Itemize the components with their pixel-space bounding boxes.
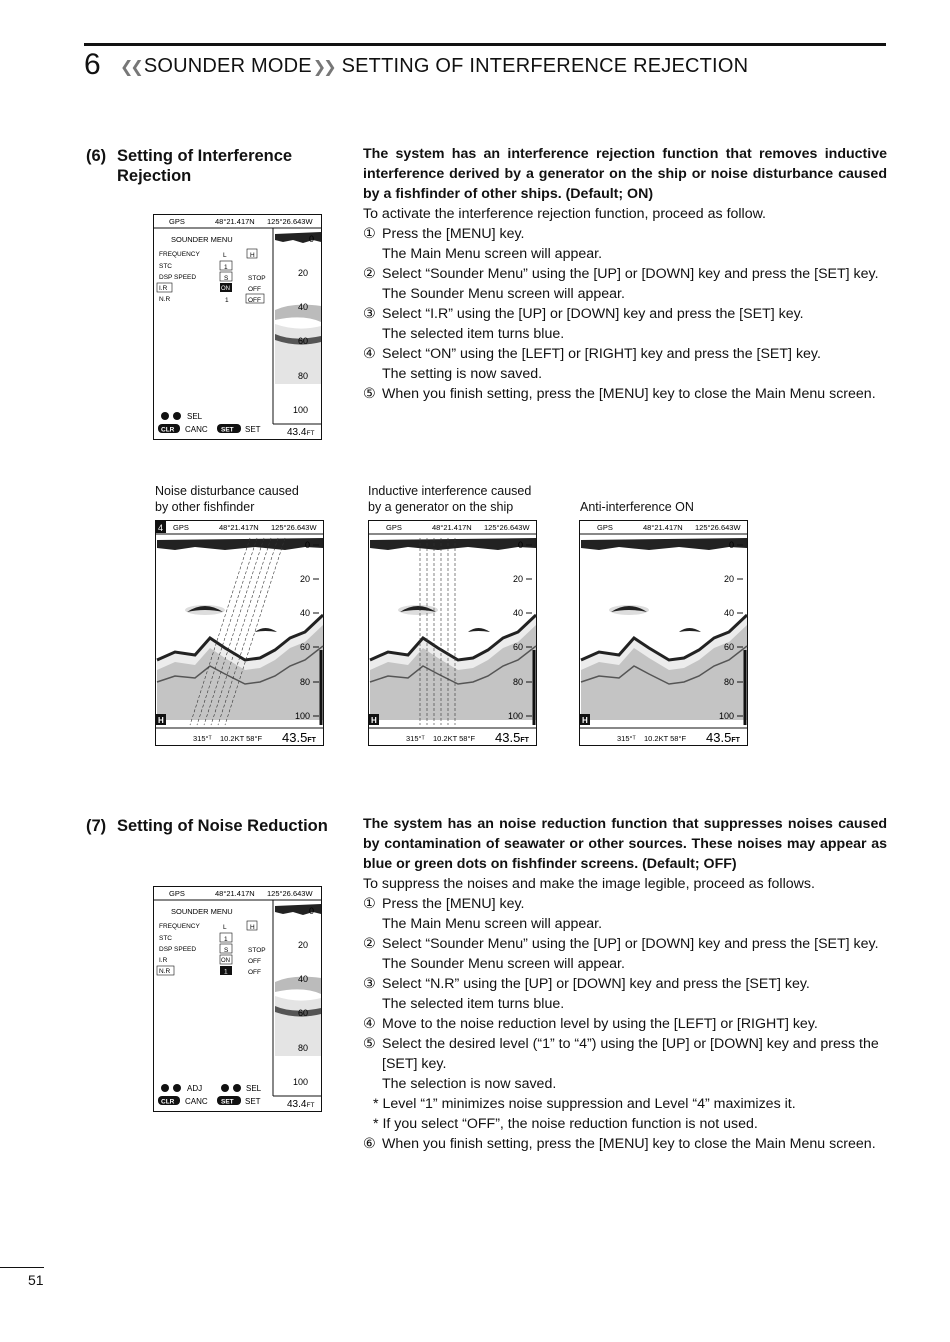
svg-text:OFF: OFF bbox=[248, 969, 261, 976]
screen-lon: 125°26.643W bbox=[267, 889, 313, 898]
svg-text:ON: ON bbox=[221, 286, 230, 292]
page-number: 51 bbox=[28, 1272, 44, 1288]
depth-readout: 43.4FT bbox=[287, 1099, 315, 1110]
menu-title: SOUNDER MENU bbox=[171, 235, 233, 244]
depth-readout: 43.5FT bbox=[495, 730, 529, 745]
hint-set: SET bbox=[245, 1097, 261, 1106]
depth-scale-100: 100 bbox=[507, 711, 523, 721]
chapter-title bbox=[120, 53, 748, 81]
example-screen-inductive-interference bbox=[368, 520, 537, 746]
example3-caption: Anti-interference ON bbox=[580, 500, 694, 514]
h-badge: H bbox=[582, 716, 588, 725]
hint-set: SET bbox=[245, 425, 261, 434]
depth-scale-100: 100 bbox=[294, 711, 310, 721]
section7-step-0: ① Press the [MENU] key. bbox=[363, 896, 525, 912]
depth-scale-100: 100 bbox=[292, 1077, 308, 1087]
section6-title-line2: Rejection bbox=[117, 167, 192, 185]
speed-temp-readout: 10.2KT 58°F bbox=[433, 734, 476, 743]
screen-gps-label: GPS bbox=[169, 889, 185, 898]
section7-step-6: ④ Move to the noise reduction level by using the [LEFT] or [RIGHT] key. bbox=[363, 1016, 818, 1032]
left-arrow-icon bbox=[161, 412, 169, 420]
section7-step-8: The selection is now saved. bbox=[382, 1076, 557, 1092]
menu-row-nr: N.R bbox=[159, 296, 171, 303]
depth-scale-80: 80 bbox=[299, 677, 310, 687]
svg-text:L: L bbox=[223, 924, 227, 931]
svg-text:ON: ON bbox=[221, 958, 230, 964]
h-badge: H bbox=[371, 716, 377, 725]
menu-row-dsp-speed: DSP SPEED bbox=[159, 946, 197, 953]
section6-step-8: ⑤ When you finish setting, press the [MENU] key to close the Main Menu screen. bbox=[363, 386, 876, 402]
depth-scale-60: 60 bbox=[299, 642, 310, 652]
heading-readout: 315°ᵀ bbox=[617, 734, 636, 743]
depth-scale-100: 100 bbox=[292, 405, 308, 415]
down-arrow-icon bbox=[173, 1084, 181, 1092]
section6-title-line1: Setting of Interference bbox=[117, 147, 293, 165]
menu-row-ir: I.R bbox=[159, 285, 168, 292]
screen-gps-label: GPS bbox=[597, 523, 613, 532]
depth-scale-20: 20 bbox=[299, 574, 310, 584]
screen-lat: 48°21.417N bbox=[219, 523, 259, 532]
example1-caption: Noise disturbance caused by other fishfinder bbox=[155, 484, 299, 514]
section6-lead: The system has an interference rejection function that removes inductive interference derived by a generator on the ship or noise disturbance caused by a fishfinder of other ships. (Default; ON) bbox=[363, 146, 887, 202]
svg-text:OFF: OFF bbox=[248, 958, 261, 965]
section7-number: (7) bbox=[86, 817, 107, 835]
svg-text:H: H bbox=[250, 252, 255, 259]
h-badge: H bbox=[158, 716, 164, 725]
menu-row-stc: STC bbox=[159, 935, 172, 942]
menu-row-dsp-speed: DSP SPEED bbox=[159, 274, 197, 281]
section6-step-0: ① Press the [MENU] key. bbox=[363, 226, 525, 242]
depth-scale-0: 0 bbox=[308, 906, 314, 916]
screen-lat: 48°21.417N bbox=[643, 523, 683, 532]
hint-canc: CANC bbox=[185, 1097, 208, 1106]
section6-step-7: The setting is now saved. bbox=[382, 366, 543, 382]
right-arrow-icon bbox=[233, 1084, 241, 1092]
section7-step-4: ③ Select “N.R” using the [UP] or [DOWN] key and press the [SET] key. bbox=[363, 976, 810, 992]
screen-lon: 125°26.643W bbox=[267, 217, 313, 226]
section7-note-2: * If you select “OFF”, the noise reduction function is not used. bbox=[373, 1116, 758, 1132]
depth-scale-40: 40 bbox=[299, 608, 310, 618]
chapter-number: 6 bbox=[84, 48, 101, 81]
depth-scale-0: 0 bbox=[308, 234, 314, 244]
depth-scale-20: 20 bbox=[723, 574, 734, 584]
depth-scale-80: 80 bbox=[512, 677, 523, 687]
section7-step-3: The Sounder Menu screen will appear. bbox=[382, 956, 625, 972]
depth-scale-80: 80 bbox=[297, 1043, 308, 1053]
chevron-left-icon: ❮❮ bbox=[120, 59, 141, 76]
speed-temp-readout: 10.2KT 58°F bbox=[644, 734, 687, 743]
menu-title: SOUNDER MENU bbox=[171, 907, 233, 916]
section6-number: (6) bbox=[86, 147, 107, 165]
depth-scale-0: 0 bbox=[304, 540, 310, 550]
depth-scale-40: 40 bbox=[297, 302, 308, 312]
hint-adj: ADJ bbox=[187, 1084, 203, 1093]
section7-steps bbox=[363, 894, 887, 1094]
section6-step-6: ④ Select “ON” using the [LEFT] or [RIGHT] key and press the [SET] key. bbox=[363, 346, 821, 362]
screen-lat: 48°21.417N bbox=[432, 523, 472, 532]
clr-key-icon: CLR bbox=[161, 1098, 175, 1106]
chevron-right-icon: ❯❯ bbox=[312, 59, 334, 76]
section7-body bbox=[363, 814, 887, 1154]
menu-row-ir: I.R bbox=[159, 957, 168, 964]
section7-step-2: ② Select “Sounder Menu” using the [UP] or [DOWN] key and press the [SET] key. bbox=[363, 936, 879, 952]
sounder-menu-screen-nr bbox=[153, 886, 322, 1112]
depth-scale-60: 60 bbox=[297, 336, 308, 346]
svg-text:1: 1 bbox=[224, 936, 228, 943]
svg-text:OFF: OFF bbox=[248, 297, 261, 304]
depth-scale-60: 60 bbox=[512, 642, 523, 652]
speed-temp-readout: 10.2KT 58°F bbox=[220, 734, 263, 743]
svg-text:L: L bbox=[223, 252, 227, 259]
left-arrow-icon bbox=[221, 1084, 229, 1092]
set-key-icon: SET bbox=[221, 426, 234, 434]
heading-readout: 315°ᵀ bbox=[193, 734, 212, 743]
up-arrow-icon bbox=[161, 1084, 169, 1092]
depth-scale-20: 20 bbox=[512, 574, 523, 584]
menu-row-stc: STC bbox=[159, 263, 172, 270]
depth-scale-20: 20 bbox=[297, 268, 308, 278]
depth-scale-60: 60 bbox=[723, 642, 734, 652]
menu-row-nr: N.R bbox=[159, 968, 171, 975]
section6-step-4: ③ Select “I.R” using the [UP] or [DOWN] key and press the [SET] key. bbox=[363, 306, 804, 322]
footer-rule bbox=[0, 1267, 44, 1268]
header-rule bbox=[84, 43, 886, 46]
svg-text:OFF: OFF bbox=[248, 286, 261, 293]
section6-title bbox=[117, 146, 347, 186]
depth-readout: 43.5FT bbox=[282, 730, 316, 745]
svg-text:STOP: STOP bbox=[248, 275, 266, 282]
sounder-menu-screen-ir bbox=[153, 214, 322, 440]
screen-lat: 48°21.417N bbox=[215, 217, 255, 226]
screen-lon: 125°26.643W bbox=[484, 523, 530, 532]
section6-body bbox=[363, 144, 887, 404]
svg-text:STOP: STOP bbox=[248, 947, 266, 954]
set-key-icon: SET bbox=[221, 1098, 234, 1106]
section6-steps bbox=[363, 224, 887, 404]
right-arrow-icon bbox=[173, 412, 181, 420]
example2-caption: Inductive interference caused by a generator on the ship bbox=[368, 484, 532, 514]
screen-lon: 125°26.643W bbox=[271, 523, 317, 532]
depth-scale-80: 80 bbox=[723, 677, 734, 687]
section7-intro: To suppress the noises and make the image legible, proceed as follows. bbox=[363, 876, 815, 892]
section7-lead: The system has an noise reduction function that suppresses noises caused by contamination of seawater or other sources. These noises may appear as blue or green dots on fishfinder screens. (Default; OFF) bbox=[363, 816, 887, 872]
depth-scale-60: 60 bbox=[297, 1008, 308, 1018]
screen-lon: 125°26.643W bbox=[695, 523, 741, 532]
screen-lat: 48°21.417N bbox=[215, 889, 255, 898]
depth-scale-40: 40 bbox=[297, 974, 308, 984]
screen-gps-label: GPS bbox=[386, 523, 402, 532]
svg-text:1: 1 bbox=[224, 264, 228, 271]
menu-row-frequency: FREQUENCY bbox=[159, 923, 200, 930]
heading-readout: 315°ᵀ bbox=[406, 734, 425, 743]
example-screen-anti-interference-on bbox=[579, 520, 748, 746]
section-heading: SETTING OF INTERFERENCE REJECTION bbox=[341, 55, 749, 77]
svg-text:S: S bbox=[224, 275, 229, 282]
depth-readout: 43.5FT bbox=[706, 730, 740, 745]
depth-scale-40: 40 bbox=[512, 608, 523, 618]
svg-text:H: H bbox=[250, 924, 255, 931]
screen-number-badge: 4 bbox=[158, 523, 164, 533]
svg-text:S: S bbox=[224, 947, 229, 954]
menu-row-frequency: FREQUENCY bbox=[159, 251, 200, 258]
depth-scale-100: 100 bbox=[718, 711, 734, 721]
depth-scale-40: 40 bbox=[723, 608, 734, 618]
example-screen-noise-disturbance bbox=[155, 520, 324, 746]
section6-step-2: ② Select “Sounder Menu” using the [UP] or [DOWN] key and press the [SET] key. bbox=[363, 266, 879, 282]
depth-readout: 43.4FT bbox=[287, 427, 315, 438]
section6-intro: To activate the interference rejection function, proceed as follow. bbox=[363, 206, 766, 222]
hint-sel: SEL bbox=[187, 412, 203, 421]
screen-gps-label: GPS bbox=[169, 217, 185, 226]
section6-step-1: The Main Menu screen will appear. bbox=[382, 246, 603, 262]
section6-step-3: The Sounder Menu screen will appear. bbox=[382, 286, 625, 302]
section7-step-5: The selected item turns blue. bbox=[382, 996, 565, 1012]
screen-gps-label: GPS bbox=[173, 523, 189, 532]
hint-canc: CANC bbox=[185, 425, 208, 434]
svg-text:1: 1 bbox=[224, 968, 228, 976]
hint-sel: SEL bbox=[246, 1084, 262, 1093]
section7-step-1: The Main Menu screen will appear. bbox=[382, 916, 603, 932]
mode-label: SOUNDER MODE bbox=[143, 55, 312, 77]
depth-scale-20: 20 bbox=[297, 940, 308, 950]
clr-key-icon: CLR bbox=[161, 426, 175, 434]
section7-step-7: ⑤ Select the desired level (“1” to “4”) using the [UP] or [DOWN] key and press the [SET] key. bbox=[363, 1036, 879, 1072]
section7-step-final: ⑥ When you finish setting, press the [MENU] key to close the Main Menu screen. bbox=[363, 1136, 876, 1152]
section7-title: Setting of Noise Reduction bbox=[117, 817, 328, 835]
depth-scale-80: 80 bbox=[297, 371, 308, 381]
depth-scale-0: 0 bbox=[728, 540, 734, 550]
section6-step-5: The selected item turns blue. bbox=[382, 326, 565, 342]
depth-scale-0: 0 bbox=[517, 540, 523, 550]
section7-note-1: * Level “1” minimizes noise suppression and Level “4” maximizes it. bbox=[373, 1096, 796, 1112]
svg-text:1: 1 bbox=[225, 297, 229, 304]
